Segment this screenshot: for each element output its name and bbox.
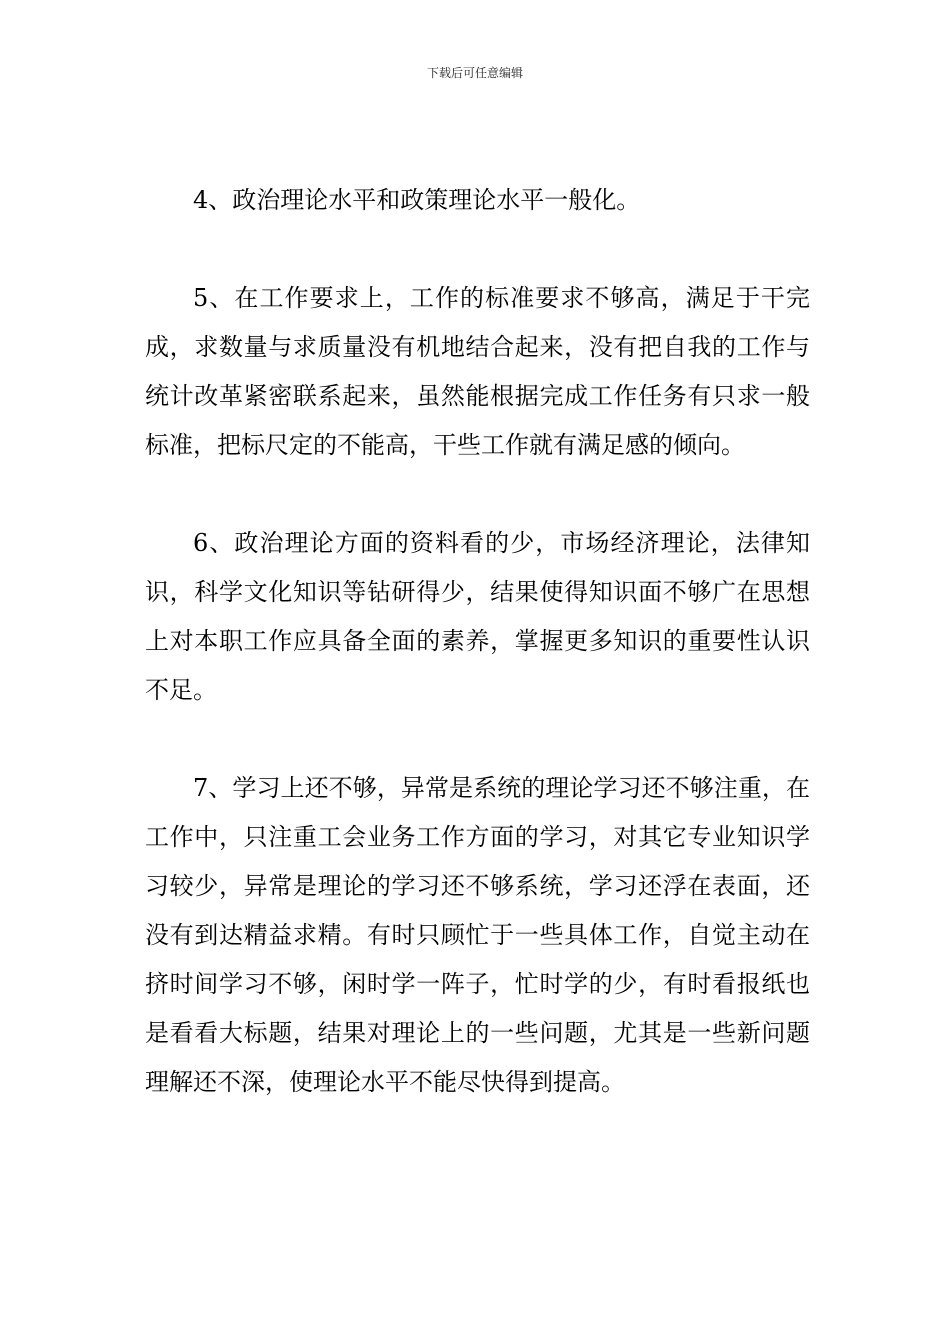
page-header-note: 下载后可任意编辑 [426, 66, 523, 80]
paragraph-item-5: 5、在工作要求上，工作的标准要求不够高，满足于干完成，求数量与求质量没有机地结合起来，没有把自我的工作与统计改革紧密联系起来，虽然能根据完成工作任务有只求一般标准，把标尺定的不能高，干些工作就有满足感的倾向。 [145, 284, 810, 459]
paragraph-item-6: 6、政治理论方面的资料看的少，市场经济理论，法律知识，科学文化知识等钻研得少，结果使得知识面不够广在思想上对本职工作应具备全面的素养，掌握更多知识的重要性认识不足。 [145, 529, 810, 704]
paragraph-item-4: 4、政治理论水平和政策理论水平一般化。 [193, 186, 641, 214]
paragraph-item-7: 7、学习上还不够，异常是系统的理论学习还不够注重，在工作中，只注重工会业务工作方面的学习，对其它专业知识学习较少，异常是理论的学习还不够系统，学习还浮在表面，还没有到达精益求精。有时只顾忙于一些具体工作，自觉主动在挤时间学习不够，闲时学一阵子，忙时学的少，有时看报纸也是看看大标题，结果对理论上的一些问题，尤其是一些新问题理解还不深，使理论水平不能尽快得到提高。 [145, 774, 810, 1096]
document-body [145, 176, 810, 1107]
